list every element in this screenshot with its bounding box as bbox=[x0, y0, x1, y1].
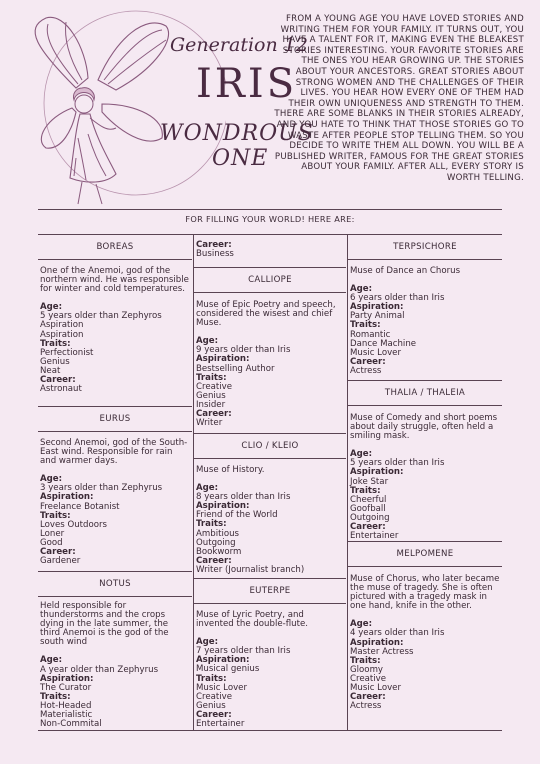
aspiration-label: Aspiration bbox=[40, 320, 84, 331]
career-value: Writer (Journalist branch) bbox=[196, 564, 305, 575]
card-description: Second Anemoi, god of the South-East wind. Responsible for rain and warmer days. bbox=[40, 438, 188, 467]
age-label: Age: bbox=[196, 637, 219, 648]
card-description: Muse of Chorus, who later became the muse of tragedy. She is often pictured with a tragedy mask in one hand, knife in the other. bbox=[350, 574, 500, 612]
trait: Bookworm bbox=[196, 546, 242, 557]
card-thalia bbox=[350, 414, 500, 541]
age-value: 8 years older than Iris bbox=[196, 492, 291, 503]
aspiration-label: Aspiration: bbox=[196, 501, 250, 512]
career-value: Actress bbox=[350, 701, 382, 712]
aspiration-value: Bestselling Author bbox=[196, 363, 275, 374]
heir-title-line1: WONDROUS bbox=[160, 121, 314, 146]
career-label: Career: bbox=[350, 692, 386, 703]
traits-label: Traits: bbox=[350, 485, 381, 496]
age-label: Age: bbox=[350, 284, 373, 295]
aspiration-value: Master Actress bbox=[350, 646, 414, 657]
traits-label: Traits: bbox=[196, 673, 227, 684]
fairy-head bbox=[75, 95, 93, 113]
trait: Perfectionist bbox=[40, 347, 94, 358]
age-label: Age: bbox=[196, 336, 219, 347]
aspiration-value: The Curator bbox=[40, 682, 92, 693]
card-description: One of the Anemoi, god of the northern wind. He was responsible for winter and cold temperatures. bbox=[40, 266, 189, 295]
trait: Ambitious bbox=[196, 528, 240, 539]
trait: Cheerful bbox=[350, 494, 387, 505]
career-label: Career: bbox=[196, 709, 232, 720]
trait: Loner bbox=[40, 528, 65, 539]
card-description: Muse of Comedy and short poems about daily struggle, often held a smiling mask. bbox=[350, 413, 498, 442]
age-value: 9 years older than Iris bbox=[196, 345, 291, 356]
card-header-boreas: BOREAS bbox=[38, 234, 192, 260]
divider-grid-bottom bbox=[38, 730, 502, 731]
heir-title-line2: ONE bbox=[212, 146, 269, 171]
career-label: Career: bbox=[196, 240, 232, 250]
trait: Outgoing bbox=[350, 512, 390, 523]
card-description: Muse of Lyric Poetry, and invented the double-flute. bbox=[196, 610, 308, 630]
card-top-continued bbox=[196, 241, 344, 259]
age-value: A year older than Zephyrus bbox=[40, 664, 159, 675]
career-value: Gardener bbox=[40, 556, 81, 567]
traits-label: Traits: bbox=[40, 338, 71, 349]
divider-top bbox=[38, 209, 502, 210]
trait: Dance Machine bbox=[350, 338, 417, 349]
aspiration-label: Aspiration: bbox=[40, 673, 94, 684]
age-value: 5 years older than Zephyros bbox=[40, 311, 162, 322]
aspiration-value: Musical genius bbox=[196, 664, 260, 675]
career-value: Entertainer bbox=[196, 719, 245, 730]
trait: Romantic bbox=[350, 329, 391, 340]
aspiration-value: Friend of the World bbox=[196, 510, 278, 521]
career-label: Career: bbox=[350, 522, 386, 533]
fairy-legs bbox=[78, 182, 102, 204]
aspiration-label: Aspiration: bbox=[40, 492, 94, 503]
aspiration-value: Aspiration bbox=[40, 329, 84, 340]
career-value: Writer bbox=[196, 418, 223, 429]
aspiration-label: Aspiration: bbox=[196, 354, 250, 365]
traits-label: Traits: bbox=[40, 510, 71, 521]
aspiration-value: Party Animal bbox=[350, 311, 405, 322]
card-calliope bbox=[196, 301, 344, 428]
traits-label: Traits: bbox=[40, 691, 71, 702]
trait: Music Lover bbox=[196, 682, 247, 693]
trait: Music Lover bbox=[350, 683, 401, 694]
trait: Good bbox=[40, 537, 63, 548]
career-value: Entertainer bbox=[350, 531, 399, 542]
age-label: Age: bbox=[40, 655, 63, 666]
fairy-dress-folds bbox=[74, 134, 106, 180]
card-description: Muse of History. bbox=[196, 465, 265, 475]
career-label: Career: bbox=[196, 555, 232, 566]
career-label: Career: bbox=[196, 409, 232, 420]
age-label: Age: bbox=[196, 483, 219, 494]
career-value: Business bbox=[196, 249, 234, 260]
age-value: 4 years older than Iris bbox=[350, 628, 445, 639]
career-label: Career: bbox=[40, 375, 76, 386]
aspiration-label: Aspiration: bbox=[196, 655, 250, 666]
traits-label: Traits: bbox=[350, 320, 381, 331]
age-label: Age: bbox=[350, 449, 373, 460]
column-divider-1 bbox=[193, 234, 194, 730]
card-description: Muse of Epic Poetry and speech, considered the wisest and chief Muse. bbox=[196, 300, 336, 329]
card-header-melpomene: MELPOMENE bbox=[348, 541, 502, 567]
trait: Materialistic bbox=[40, 710, 93, 721]
trait: Goofball bbox=[350, 503, 386, 514]
aspiration-label: Aspiration: bbox=[350, 467, 404, 478]
trait: Outgoing bbox=[196, 537, 236, 548]
right-upper-wing bbox=[98, 23, 169, 90]
card-header-calliope: CALLIOPE bbox=[194, 267, 346, 293]
right-lower-wing bbox=[102, 104, 162, 141]
card-header-thalia: THALIA / THALEIA bbox=[348, 380, 502, 406]
generation-label: Generation 12 bbox=[170, 34, 308, 56]
aspiration-label: Aspiration: bbox=[350, 637, 404, 648]
left-lower-wing bbox=[41, 108, 76, 148]
career-label: Career: bbox=[350, 356, 386, 367]
traits-label: Traits: bbox=[350, 655, 381, 666]
aspiration-value: Joke Star bbox=[350, 476, 389, 487]
card-description: Held responsible for thunderstorms and the crops dying in the late summer, the third Anemoi is the god of the south wind bbox=[40, 601, 169, 648]
trait: Genius bbox=[196, 390, 226, 401]
traits-label: Traits: bbox=[196, 519, 227, 530]
age-label: Age: bbox=[350, 619, 373, 630]
aspiration-label: Aspiration: bbox=[350, 302, 404, 313]
trait: Music Lover bbox=[350, 347, 401, 358]
trait: Loves Outdoors bbox=[40, 519, 108, 530]
card-header-eurus: EURUS bbox=[38, 406, 192, 432]
card-eurus bbox=[40, 439, 190, 566]
right-upper-wing-vein-2 bbox=[108, 40, 166, 84]
career-label: Career: bbox=[40, 547, 76, 558]
age-value: 6 years older than Iris bbox=[350, 293, 445, 304]
age-label: Age: bbox=[40, 474, 63, 485]
trait: Non-Commital bbox=[40, 719, 102, 730]
trait: Creative bbox=[196, 381, 233, 392]
aspiration-value: Freelance Botanist bbox=[40, 501, 120, 512]
intro-paragraph: FROM A YOUNG AGE YOU HAVE LOVED STORIES AND WRITING THEM FOR YOUR FAMILY. IT TURNS OUT, YOU HAVE A TALENT FOR IT, MAKING EVEN THE BLEAKEST STORIES INTERESTING. YOUR FAVORITE STORIES ARE THE ONES YOU HEAR GROWING UP. THE STORIES ABOUT YOUR ANCESTORS. GREAT STORIES ABOUT STRONG WOMEN AND THE CHALLENGES OF THEIR LIVES. YOU HEAR HOW EVERY ONE OF THEM HAD THEIR OWN UNIQUENESS AND STRENGTH TO THEM. THERE ARE SOME BLANKS IN THEIR STORIES ALREADY, AND YOU HATE TO THINK THAT THOSE STORIES GO TO WASTE AFTER PEOPLE STOP TELLING THEM. SO YOU DECIDE TO WRITE THEM ALL DOWN. YOU WILL BE A PUBLISHED WRITER, FAMOUS FOR THE GREAT STORIES ABOUT YOUR FAMILY. AFTER ALL, EVERY STORY IS WORTH TELLING. bbox=[274, 14, 524, 183]
card-header-clio: CLIO / KLEIO bbox=[194, 433, 346, 459]
trait: Genius bbox=[40, 356, 70, 367]
age-value: 7 years older than Iris bbox=[196, 646, 291, 657]
card-clio bbox=[196, 466, 344, 575]
trait: Genius bbox=[196, 700, 226, 711]
card-header-notus: NOTUS bbox=[38, 571, 192, 597]
right-upper-wing-vein bbox=[104, 30, 162, 80]
age-value: 5 years older than Iris bbox=[350, 458, 445, 469]
card-notus bbox=[40, 602, 190, 729]
career-value: Actress bbox=[350, 365, 382, 376]
card-boreas bbox=[40, 267, 190, 394]
age-label: Age: bbox=[40, 302, 63, 313]
card-euterpe bbox=[196, 611, 344, 729]
section-caption: FOR FILLING YOUR WORLD! HERE ARE: bbox=[185, 214, 355, 224]
trait: Gloomy bbox=[350, 664, 384, 675]
trait: Insider bbox=[196, 399, 226, 410]
column-divider-2 bbox=[347, 234, 348, 730]
card-header-euterpe: EUTERPE bbox=[194, 578, 346, 604]
traits-label: Traits: bbox=[196, 372, 227, 383]
age-value: 3 years older than Zephyrus bbox=[40, 483, 163, 494]
trait: Neat bbox=[40, 365, 61, 376]
trait: Creative bbox=[196, 691, 233, 702]
card-description: Muse of Dance an Chorus bbox=[350, 266, 461, 276]
trait: Creative bbox=[350, 673, 387, 684]
heir-name: IRIS bbox=[196, 61, 298, 107]
card-header-terpsichore: TERPSICHORE bbox=[348, 234, 502, 260]
card-terpsichore bbox=[350, 267, 500, 376]
trait: Hot-Headed bbox=[40, 700, 92, 711]
card-melpomene bbox=[350, 575, 500, 711]
career-value: Astronaut bbox=[40, 384, 82, 395]
